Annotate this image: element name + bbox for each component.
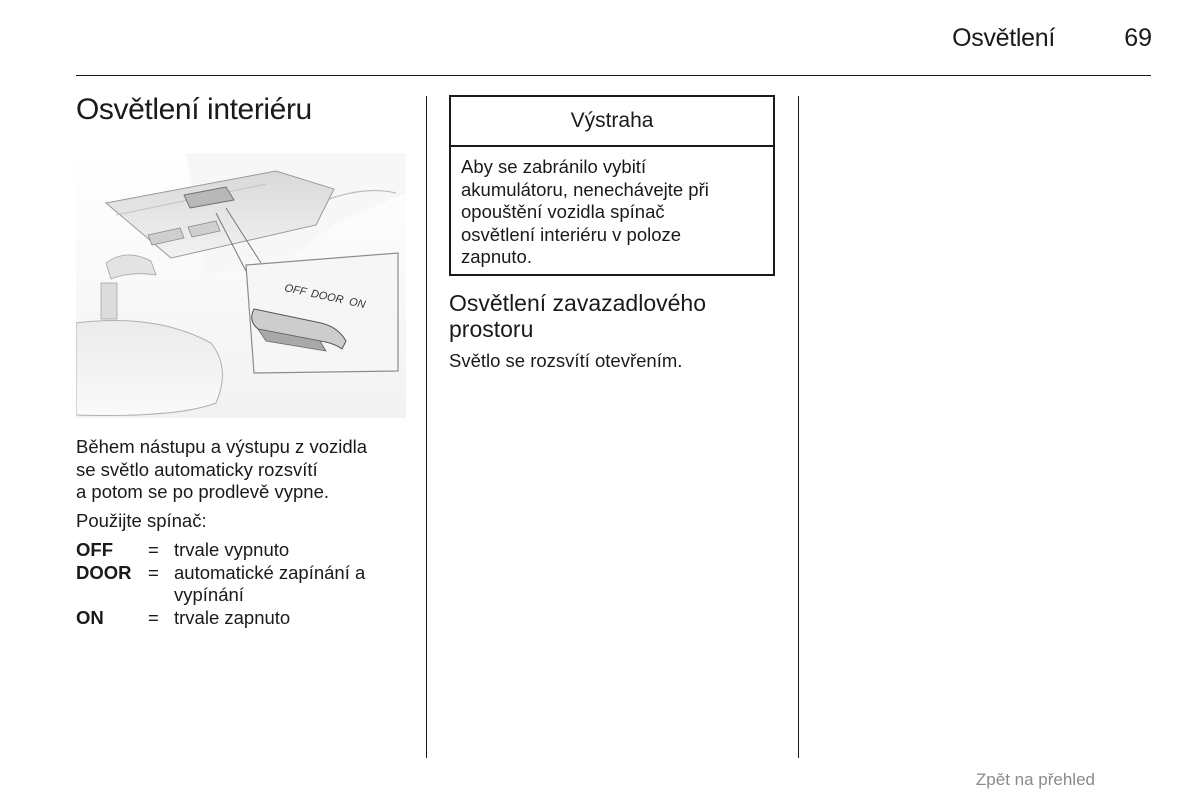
instruction-text: Použijte spínač: — [76, 510, 207, 531]
switch-zoom-inset — [246, 253, 398, 373]
header-rule — [76, 75, 1151, 76]
list-item: ON = trvale zapnuto — [76, 606, 291, 628]
list-item: OFF = trvale vypnuto — [76, 539, 290, 560]
column-divider-1 — [426, 96, 427, 758]
switch-position-list — [76, 539, 394, 629]
section-heading-interior-lighting: Osvětlení interiéru — [76, 93, 312, 126]
switch-label-on: ON — [347, 295, 367, 312]
warning-box — [449, 95, 775, 276]
interior-light-illustration — [76, 153, 406, 418]
section-heading-luggage-lighting: Osvětlení zavazadlového prostoru — [449, 290, 706, 342]
switch-label-door: DOOR — [309, 287, 345, 307]
switch-label-off: OFF — [283, 282, 308, 299]
page-number: 69 — [1124, 24, 1152, 52]
column-divider-2 — [798, 96, 799, 758]
warning-title: Výstraha — [451, 97, 773, 147]
paragraph-intro: Během nástupu a výstupu z vozidla se světlo automaticky rozsvítí a potom se po prodlevě vypne. — [76, 436, 368, 502]
running-header-title: Osvětlení — [952, 24, 1055, 52]
back-to-overview-link[interactable]: Zpět na přehled — [975, 770, 1095, 789]
luggage-lighting-text: Světlo se rozsvítí otevřením. — [449, 350, 683, 371]
warning-text: Aby se zabránilo vybití akumulátoru, nenechávejte při opouštění vozidla spínač osvětlení interiéru v poloze zapnuto. — [461, 156, 709, 267]
list-item: DOOR = automatické zapínání a vypínání — [76, 561, 366, 605]
